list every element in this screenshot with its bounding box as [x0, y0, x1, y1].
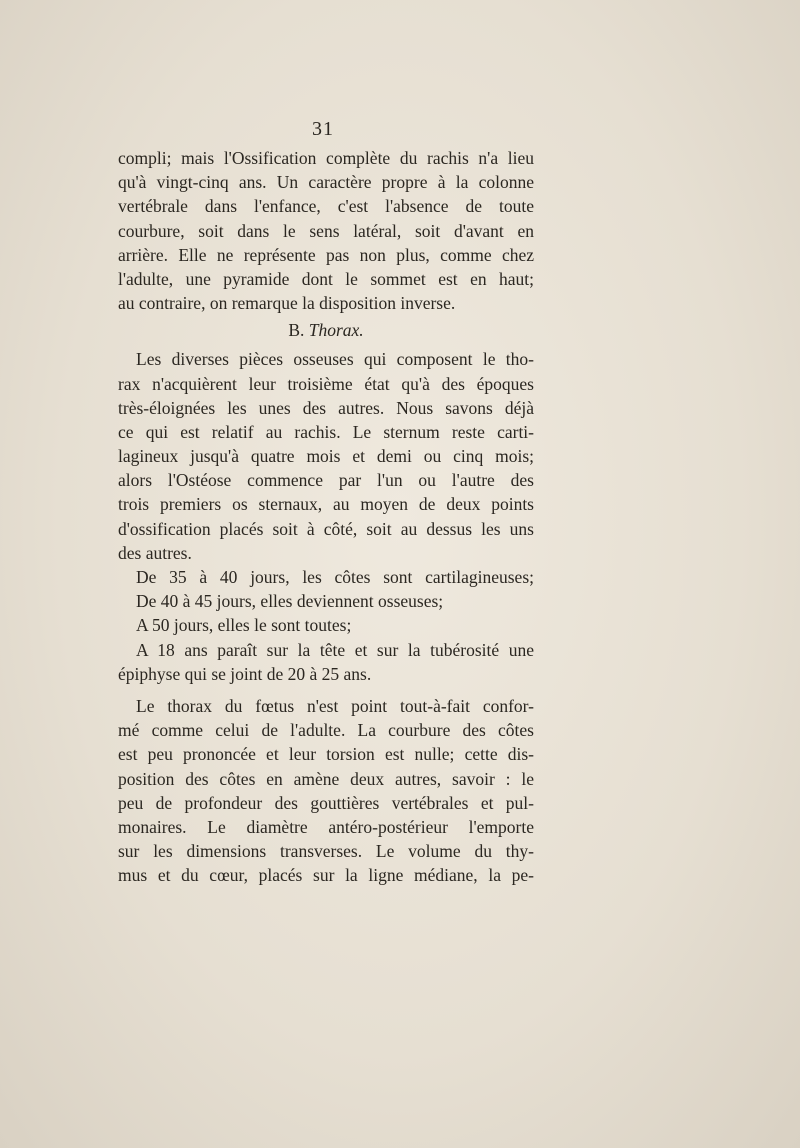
text-line: qu'à vingt-cinq ans. Un caractère propre à la colonne — [118, 172, 534, 193]
section-heading-title: Thorax. — [308, 320, 364, 341]
text-line: De 40 à 45 jours, elles deviennent osseuses; — [136, 591, 444, 612]
text-line: peu de profondeur des gouttières vertébrales et pul- — [118, 792, 534, 813]
text-line: rax n'acquièrent leur troisième état qu'à des époques — [118, 373, 534, 394]
text-line: très-éloignées les unes des autres. Nous savons déjà — [118, 397, 534, 418]
text-line: mé comme celui de l'adulte. La courbure des côtes — [118, 720, 534, 741]
text-line: A 18 ans paraît sur la tête et sur la tubérosité une — [136, 639, 534, 660]
text-line: A 50 jours, elles le sont toutes; — [136, 615, 352, 636]
text-line: des autres. — [118, 542, 192, 563]
page-number: 31 — [312, 118, 334, 140]
text-line: alors l'Ostéose commence par l'un ou l'autre des — [118, 470, 534, 491]
text-line: Le thorax du fœtus n'est point tout-à-fait confor- — [136, 695, 534, 716]
text-line: lagineux jusqu'à quatre mois et demi ou cinq mois; — [118, 446, 534, 467]
text-line: mus et du cœur, placés sur la ligne médiane, la pe- — [118, 865, 534, 886]
text-line: est peu prononcée et leur torsion est nulle; cette dis- — [118, 744, 534, 765]
text-line: au contraire, on remarque la disposition inverse. — [118, 293, 456, 314]
text-line: monaires. Le diamètre antéro-postérieur l'emporte — [118, 816, 534, 837]
text-line: Les diverses pièces osseuses qui composent le tho- — [136, 349, 534, 370]
text-line: position des côtes en amène deux autres, savoir : le — [118, 768, 534, 789]
text-line: d'ossification placés soit à côté, soit au dessus les uns — [118, 518, 534, 539]
text-line: compli; mais l'Ossification complète du rachis n'a lieu — [118, 148, 534, 168]
section-heading — [118, 315, 534, 347]
text-line: courbure, soit dans le sens latéral, soit d'avant en — [118, 220, 534, 241]
text-line: ce qui est relatif au rachis. Le sternum reste carti- — [118, 421, 534, 442]
text-line: l'adulte, une pyramide dont le sommet est en haut; — [118, 268, 534, 289]
section-heading-letter: B. — [288, 320, 305, 341]
body-text — [118, 146, 534, 887]
text-line: trois premiers os sternaux, au moyen de deux points — [118, 494, 534, 515]
text-line: épiphyse qui se joint de 20 à 25 ans. — [118, 663, 372, 684]
text-line: De 35 à 40 jours, les côtes sont cartilagineuses; — [136, 567, 534, 587]
text-line: arrière. Elle ne représente pas non plus, comme chez — [118, 244, 534, 265]
text-line: vertébrale dans l'enfance, c'est l'absence de toute — [118, 196, 534, 217]
text-line: sur les dimensions transverses. Le volume du thy- — [118, 841, 534, 862]
